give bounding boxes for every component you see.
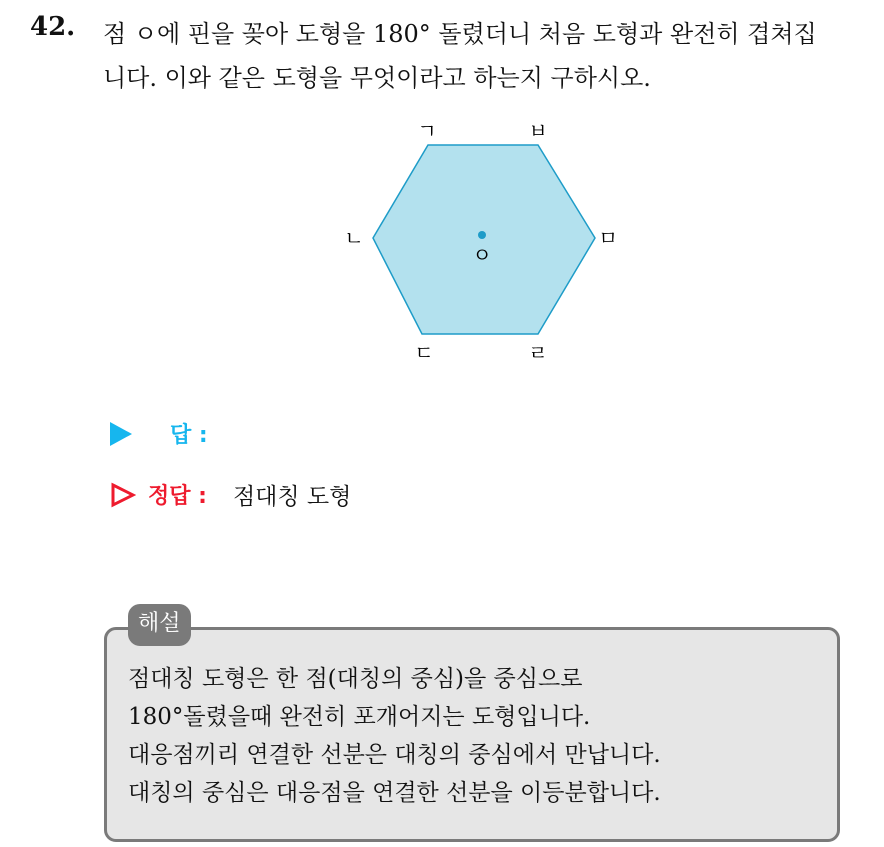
answer-label: 답 : xyxy=(170,423,208,448)
vertex-label-bottom-left: ㄷ xyxy=(414,341,434,365)
vertex-label-bottom-right: ㄹ xyxy=(528,341,548,365)
explanation-text xyxy=(128,660,828,812)
explanation-line: 점대칭 도형은 한 점(대칭의 중심)을 중심으로 xyxy=(128,666,583,692)
center-point xyxy=(478,231,486,239)
vertex-label-top-right: ㅂ xyxy=(528,119,548,143)
correct-answer-row xyxy=(110,478,351,511)
question-text xyxy=(103,12,873,100)
vertex-label-right: ㅁ xyxy=(598,226,618,250)
correct-answer-label: 정답 : xyxy=(148,484,207,509)
answer-row xyxy=(110,418,208,449)
question-line: 점 ㅇ에 핀을 꽂아 도형을 180° 돌렸더니 처음 도형과 완전히 겹쳐집 xyxy=(103,20,817,48)
explanation-line: 대응점끼리 연결한 선분은 대칭의 중심에서 만납니다. xyxy=(128,742,661,768)
question-line: 니다. 이와 같은 도형을 무엇이라고 하는지 구하시오. xyxy=(103,64,651,92)
question-number: 42. xyxy=(30,12,76,42)
hexagon-figure xyxy=(330,110,630,370)
explanation-line: 대칭의 중심은 대응점을 연결한 선분을 이등분합니다. xyxy=(128,780,661,806)
hexagon-shape xyxy=(373,145,595,334)
outline-triangle-icon xyxy=(110,482,136,508)
vertex-label-top-left: ㄱ xyxy=(417,119,437,143)
filled-triangle-icon xyxy=(110,422,132,446)
explanation-line: 180°돌렸을때 완전히 포개어지는 도형입니다. xyxy=(128,704,591,730)
center-label: ㅇ xyxy=(472,243,492,267)
vertex-label-left: ㄴ xyxy=(344,226,364,250)
explanation-tab: 해설 xyxy=(128,604,191,646)
correct-answer-value: 점대칭 도형 xyxy=(232,484,352,510)
